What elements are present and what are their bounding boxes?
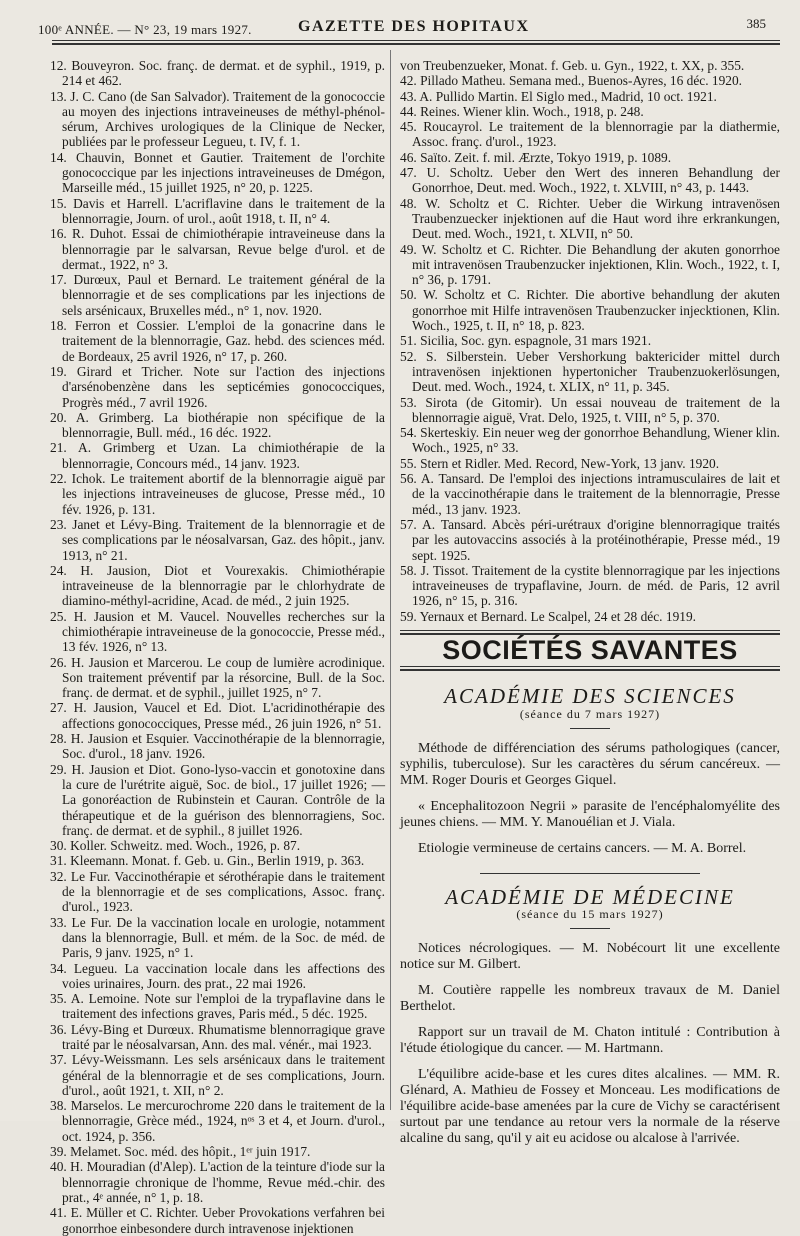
short-rule <box>570 928 610 929</box>
seance-date: (séance du 15 mars 1927) <box>516 907 664 922</box>
academy-medecine-title: ACADÉMIE DE MÉDECINE <box>445 884 735 909</box>
reference-item: 18. Ferron et Cossier. L'emploi de la gonacrine dans le traitement de la blennorragie, Gaz. hebd. des sciences méd. de Bordeaux, 25 avril 1926, n° 17, p. 260. <box>50 318 385 364</box>
reference-item: 42. Pillado Matheu. Semana med., Buenos-Ayres, 16 déc. 1920. <box>400 73 743 89</box>
reference-item: 20. A. Grimberg. La biothérapie non spécifique de la blennorragie, Bull. méd., 16 déc. 1922. <box>50 409 385 441</box>
reference-item: 30. Koller. Schweitz. med. Woch., 1926, p. 87. <box>50 838 301 854</box>
communication-item: Etiologie vermineuse de certains cancers. — M. A. Borrel. <box>418 840 747 856</box>
right-column <box>400 58 780 1157</box>
section-rule <box>400 630 780 631</box>
column-divider <box>390 50 391 1110</box>
communication-item: Rapport sur un travail de M. Chaton intitulé : Contribution à l'étude étiologique du cancer. — M. Hartmann. <box>400 1025 780 1057</box>
communication-item: Notices nécrologiques. — M. Nobécourt lit une excellente notice sur M. Gilbert. <box>400 941 780 973</box>
reference-item: 22. Ichok. Le traitement abortif de la blennorragie aiguë par les injections intraveineuses de glucose, Presse méd., 10 fév. 1926, p. 131. <box>50 471 385 517</box>
communication-item: M. Coutière rappelle les nombreux travaux de M. Daniel Berthelot. <box>400 983 780 1015</box>
reference-item: 17. Durœux, Paul et Bernard. Le traitement général de la blennorragie et de ses complications par les injections de sels arsénicaux, Bruxelles méd., n° 1, nov. 1920. <box>50 272 385 318</box>
reference-item: 41. E. Müller et C. Richter. Ueber Provokations verfahren bei gonorrhoe einbesondere durch intravenose injektionen <box>50 1205 385 1236</box>
section-rule-thick <box>400 669 780 671</box>
issue-info: 100ᵉ ANNÉE. — N° 23, 19 mars 1927. <box>38 22 252 37</box>
reference-item: 57. A. Tansard. Abcès péri-urétraux d'origine blennorragique traités par les autovaccins associés à la protéinothérapie, Presse méd., 19 sept. 1925. <box>400 516 780 563</box>
reference-item: 25. H. Jausion et M. Vaucel. Nouvelles recherches sur la chimiothérapie intraveineuse de la gonococcie, Presse méd., 13 fév. 1926, n° 13. <box>50 608 385 655</box>
reference-item: 26. H. Jausion et Marcerou. Le coup de lumière acrodinique. Son traitement préventif par la résorcine, Bull. de la Soc. franç. de dermat. et de syphil., juillet 1925, n° 7. <box>50 654 385 701</box>
reference-item: 15. Davis et Harrell. L'acriflavine dans le traitement de la blennorragie, Journ. of urol., août 1918, t. II, n° 4. <box>50 195 385 226</box>
reference-item: 39. Melamet. Soc. méd. des hôpit., 1ᵉʳ juin 1917. <box>50 1144 311 1160</box>
reference-item: 40. H. Mouradian (d'Alep). L'action de la teinture d'iode sur la blennorragie chronique de l'homme, Revue méd.-chir. des prat., 4ᵉ année, n° 1, p. 18. <box>50 1159 385 1205</box>
reference-item: 50. W. Scholtz et C. Richter. Die abortive behandlung der akuten gonorrhoe mit Hilfe intravenösen Traubenzucker injecktionen, Klin. Woch., 1925, t. II, n° 18, p. 823. <box>400 287 780 334</box>
reference-item: 34. Legueu. La vaccination locale dans les affections des voies urinaires, Journ. des prat., 22 mai 1926. <box>50 960 385 991</box>
reference-item: 38. Marselos. Le mercurochrome 220 dans le traitement de la blennorragie, Grèce méd., 1924, nᵒˢ 3 et 4, et Journ. d'urol., oct. 1924, p. 356. <box>50 1098 385 1144</box>
reference-item: 53. Sirota (de Gitomir). Un essai nouveau de traitement de la blennorragie aiguë, Vrat. Delo, 1925, t. VIII, n° 5, p. 370. <box>400 394 780 425</box>
seance-date: (séance du 7 mars 1927) <box>519 706 661 721</box>
short-rule <box>570 728 610 729</box>
reference-item: 46. Saïto. Zeit. f. mil. Ærzte, Tokyo 1919, p. 1089. <box>400 149 672 165</box>
reference-item: 52. S. Silberstein. Ueber Vershorkung baktericider mittel durch intravenösen injektionen hypertonicher Traubenzuokerlösungen, Deut. med. Woch., 1924, t. XLIX, n° 11, p. 345. <box>400 348 780 395</box>
reference-item: 31. Kleemann. Monat. f. Geb. u. Gin., Berlin 1919, p. 363. <box>50 853 365 869</box>
reference-item: 37. Lévy-Weissmann. Les sels arsénicaux dans le traitement général de la blennorragie et de ses complications, Journ. d'urol., août 1921, t. XII, n° 2. <box>50 1052 385 1098</box>
section-title: SOCIÉTÉS SAVANTES <box>442 634 738 665</box>
reference-item: 59. Yernaux et Bernard. Le Scalpel, 24 et 28 déc. 1919. <box>400 608 697 624</box>
reference-item: 51. Sicilia, Soc. gyn. espagnole, 31 mars 1921. <box>400 333 652 349</box>
header-rule-thick <box>52 43 780 45</box>
reference-item: 44. Reines. Wiener klin. Woch., 1918, p. 248. <box>400 103 644 119</box>
journal-title: GAZETTE DES HOPITAUX <box>298 18 530 35</box>
reference-item: von Treubenzueker, Monat. f. Geb. u. Gyn., 1922, t. XX, p. 355. <box>400 58 745 73</box>
reference-item: 16. R. Duhot. Essai de chimiothérapie intraveineuse dans la blennorragie par le salvarsan, Revue belge d'urol. et de dermat., 1922, n° 3. <box>50 226 385 272</box>
reference-item: 48. W. Scholtz et C. Richter. Ueber die Wirkung intravenösen Traubenzuecker injektionen auf die Haut word ihre erkrankungen, Deut. med. Woch., 1921, t. XLVII, n° 50. <box>400 195 780 242</box>
reference-item: 23. Janet et Lévy-Bing. Traitement de la blennorragie et de ses complications par le néosalvarsan, Gaz. des hôpit., janv. 1913, n° 21. <box>50 516 385 563</box>
reference-item: 28. H. Jausion et Esquier. Vaccinothérapie de la blennorragie, Soc. d'urol., 18 janv. 1926. <box>50 731 385 762</box>
reference-item: 32. Le Fur. Vaccinothérapie et sérothérapie dans le traitement de la blennorragie et de ses complications, Assoc. franç. d'urol., 1923. <box>50 868 385 915</box>
reference-item: 36. Lévy-Bing et Durœux. Rhumatisme blennorragique grave traité par le néosalvarsan, Ann. des mal. vénér., mai 1923. <box>50 1021 385 1052</box>
divider-rule <box>480 873 700 874</box>
reference-item: 54. Skerteskiy. Ein neuer weg der gonorrhoe Behandlung, Wiener klin. Woch., 1925, n° 33. <box>400 425 780 456</box>
header-rule <box>52 40 780 41</box>
reference-item: 47. U. Scholtz. Ueber den Wert des inneren Behandlung der Gonorrhoe, Deut. med. Woch., 1922, t. XLVIII, n° 43, p. 1443. <box>400 165 780 196</box>
reference-item: 13. J. C. Cano (de San Salvador). Traitement de la gonococcie au moyen des injections intraveineuses de méthyl-phénol-sérum, Archives urologiques de la Clinique de Necker, publiées par le professeur Legueu, t. IV, f. 1. <box>50 88 385 150</box>
reference-item: 21. A. Grimberg et Uzan. La chimiothérapie de la blennorragie, Concours méd., 14 janv. 1923. <box>50 440 385 471</box>
section-rule <box>400 666 780 667</box>
reference-item: 43. A. Pullido Martin. El Siglo med., Madrid, 10 oct. 1921. <box>400 88 717 104</box>
reference-item: 14. Chauvin, Bonnet et Gautier. Traitement de l'orchite gonococcique par les injections intraveineuses de Dmégon, Marseille méd., 15 juillet 1925, n° 20, p. 1225. <box>50 149 385 196</box>
reference-item: 35. A. Lemoine. Note sur l'emploi de la trypaflavine dans le traitement des infections graves, Paris méd., 5 déc. 1925. <box>50 991 385 1022</box>
communication-item: « Encephalitozoon Negrii » parasite de l'encéphalomyélite des jeunes chiens. — MM. Y. Manouélian et J. Viala. <box>400 798 780 830</box>
communication-item: L'équilibre acide-base et les cures dites alcalines. — MM. R. Glénard, A. Mathieu de Fossey et Monceau. Les modifications de l'équilibre acide-base amenées par la cure de Vichy se caractérisent surtout par une tendance au retour vers la normale de la réserve alcaline du sang, qu'il y ait eu acidose ou alcalose à l'arrivée. <box>400 1067 780 1147</box>
reference-item: 12. Bouveyron. Soc. franç. de dermat. et de syphil., 1919, p. 214 et 462. <box>50 58 385 89</box>
reference-item: 27. H. Jausion, Vaucel et Ed. Diot. L'acridinothérapie des affections gonococciques, Presse méd., 26 juin 1926, n° 51. <box>50 700 385 731</box>
page-header <box>38 14 782 40</box>
page-number: 385 <box>746 16 766 31</box>
reference-item: 29. H. Jausion et Diot. Gono-lyso-vaccin et gonotoxine dans la cure de l'urétrite aiguë, Soc. de biol., 17 juillet 1926; — La gonoréaction de Rubinstein et Cauran. Contrôle de la thérapeutique et de la guérison des blennorragiens, Soc. franç. de dermat. et de syphil., 8 juillet 1926. <box>50 761 385 838</box>
bibliography-left-column <box>50 58 385 1236</box>
reference-item: 24. H. Jausion, Diot et Vourexakis. Chimiothérapie intraveineuse de la blennorragie par le chlorhydrate de diamino-méthyl-acridine, Acad. de méd., 2 juin 1925. <box>50 562 385 609</box>
reference-item: 58. J. Tissot. Traitement de la cystite blennorragique par les injections intraveineuses de trypaflavine, Journ. de méd. de Paris, 12 avril 1926, n° 15, p. 316. <box>400 562 780 609</box>
reference-item: 33. Le Fur. De la vaccination locale en urologie, notamment dans la blennorragie, Bull. et mém. de la Soc. de méd. de Paris, 9 janv. 1925, n° 1. <box>50 914 385 961</box>
reference-item: 19. Girard et Tricher. Note sur l'action des injections d'arsénobenzène dans les septicémies gonococciques, Progrès méd., 7 avril 1926. <box>50 363 385 410</box>
reference-item: 49. W. Scholtz et C. Richter. Die Behandlung der akuten gonorrhoe mit intravenösen Traubenzucker injektionen, Klin. Woch., 1922, t. I, n° 36, p. 1791. <box>400 241 780 288</box>
reference-item: 56. A. Tansard. De l'emploi des injections intramusculaires de lait et de la vaccinothérapie dans le traitement de la blennorragie, Presse méd., 13 janv. 1923. <box>400 471 780 517</box>
communication-item: Méthode de différenciation des sérums pathologiques (cancer, syphilis, tuberculose). Sur les caractères du sérum cancéreux. — MM. Roger Douris et Georges Giquel. <box>400 740 780 788</box>
reference-item: 45. Roucayrol. Le traitement de la blennorragie par la diathermie, Assoc. franç. d'urol., 1923. <box>400 119 780 150</box>
academy-sciences-title: ACADÉMIE DES SCIENCES <box>444 684 736 709</box>
reference-item: 55. Stern et Ridler. Med. Record, New-York, 13 janv. 1920. <box>400 455 720 471</box>
